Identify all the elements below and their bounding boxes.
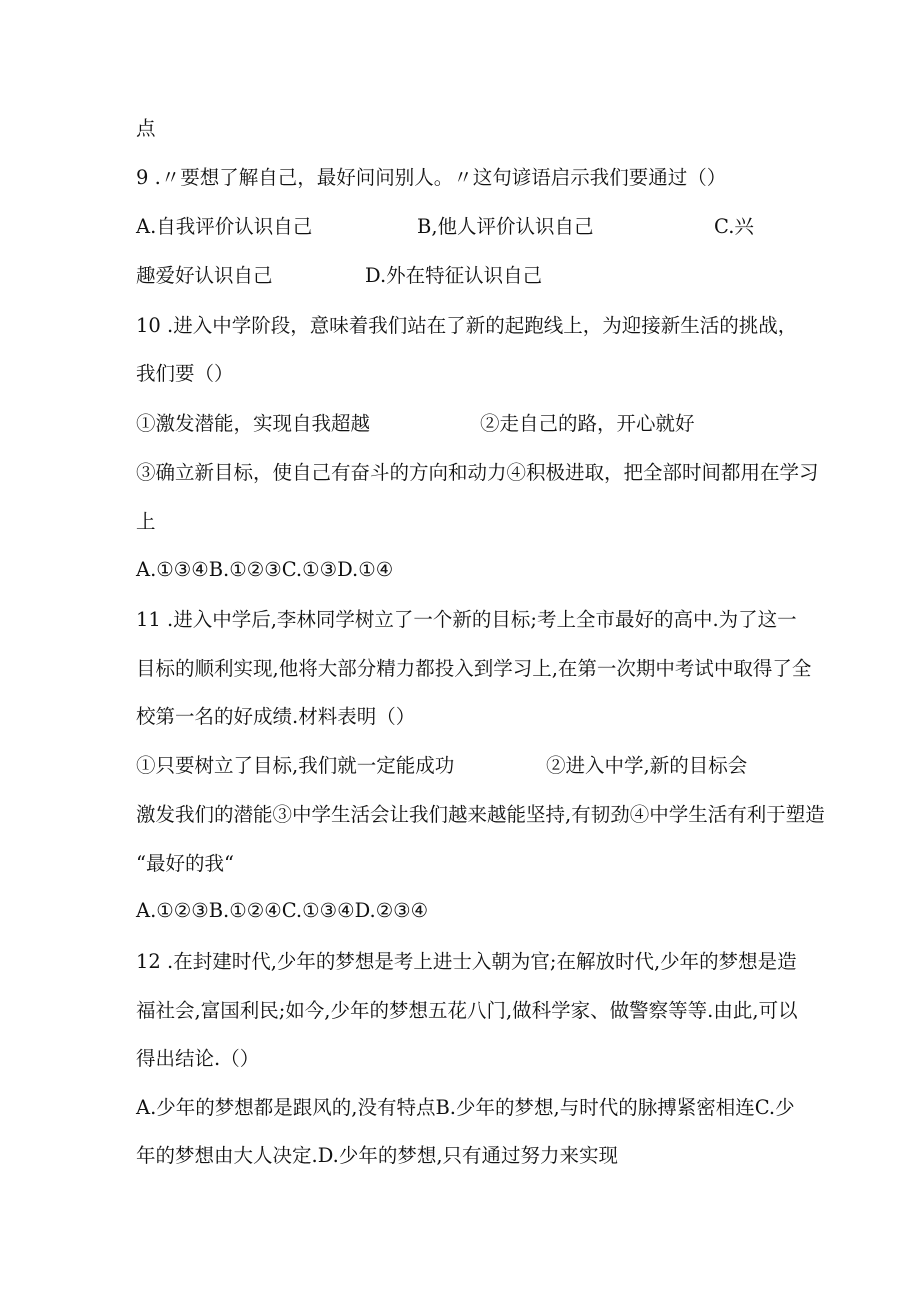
text-segment: 目标的顺利实现,他将大部分精力都投入到学习上,在第一次期中考试中取得了全 bbox=[136, 657, 812, 680]
text-segment: 9 .〃要想了解自己，最好问问别人。〃这句谚语启示我们要通过（） bbox=[136, 166, 727, 189]
statement-1: ①只要树立了目标,我们就一定能成功 bbox=[136, 754, 455, 777]
option-c: C.兴 bbox=[714, 215, 754, 238]
text-segment: 福社会,富国利民;如今,少年的梦想五花八门,做科学家、做警察等等.由此,可以 bbox=[136, 999, 798, 1022]
text-segment: 上 bbox=[136, 510, 156, 533]
text-segment: 年的梦想由大人决定.D.少年的梦想,只有通过努力来实现 bbox=[136, 1144, 619, 1167]
text-segment: 校第一名的好成绩.材料表明（） bbox=[136, 705, 416, 728]
text-segment: A.①③④B.①②③C.①③D.①④ bbox=[136, 558, 394, 581]
statement-2: ②走自己的路，开心就好 bbox=[480, 412, 695, 435]
statement-2: ②进入中学,新的目标会 bbox=[546, 754, 748, 777]
text-segment: 我们要（） bbox=[136, 362, 234, 385]
text-segment: “最好的我“ bbox=[136, 852, 234, 875]
text-segment: 11 .进入中学后,李林同学树立了一个新的目标;考上全市最好的高中.为了这一 bbox=[136, 608, 797, 631]
statement-1: ①激发潜能，实现自我超越 bbox=[136, 412, 371, 435]
text-segment: A.少年的梦想都是跟风的,没有特点B.少年的梦想,与时代的脉搏紧密相连C.少 bbox=[136, 1096, 795, 1119]
option-a: A.自我评价认识自己 bbox=[136, 215, 313, 238]
option-b: B,他人评价认识自己 bbox=[417, 215, 594, 238]
text-segment: 点 bbox=[136, 117, 156, 140]
option-d: D.外在特征认识自己 bbox=[365, 264, 543, 287]
text-segment: A.①②③B.①②④C.①③④D.②③④ bbox=[136, 899, 429, 922]
option-c-continued: 趣爱好认识自己 bbox=[136, 264, 273, 287]
text-segment: ③确立新目标，使自己有奋斗的方向和动力④积极进取，把全部时间都用在学习 bbox=[136, 461, 819, 484]
text-segment: 激发我们的潜能③中学生活会让我们越来越能坚持,有韧劲④中学生活有利于塑造 bbox=[136, 803, 825, 826]
text-segment: 12 .在封建时代,少年的梦想是考上进士入朝为官;在解放时代,少年的梦想是造 bbox=[136, 950, 797, 973]
text-segment: 10 .进入中学阶段，意味着我们站在了新的起跑线上，为迎接新生活的挑战， bbox=[136, 314, 798, 337]
text-segment: 得出结论.（） bbox=[136, 1047, 260, 1070]
